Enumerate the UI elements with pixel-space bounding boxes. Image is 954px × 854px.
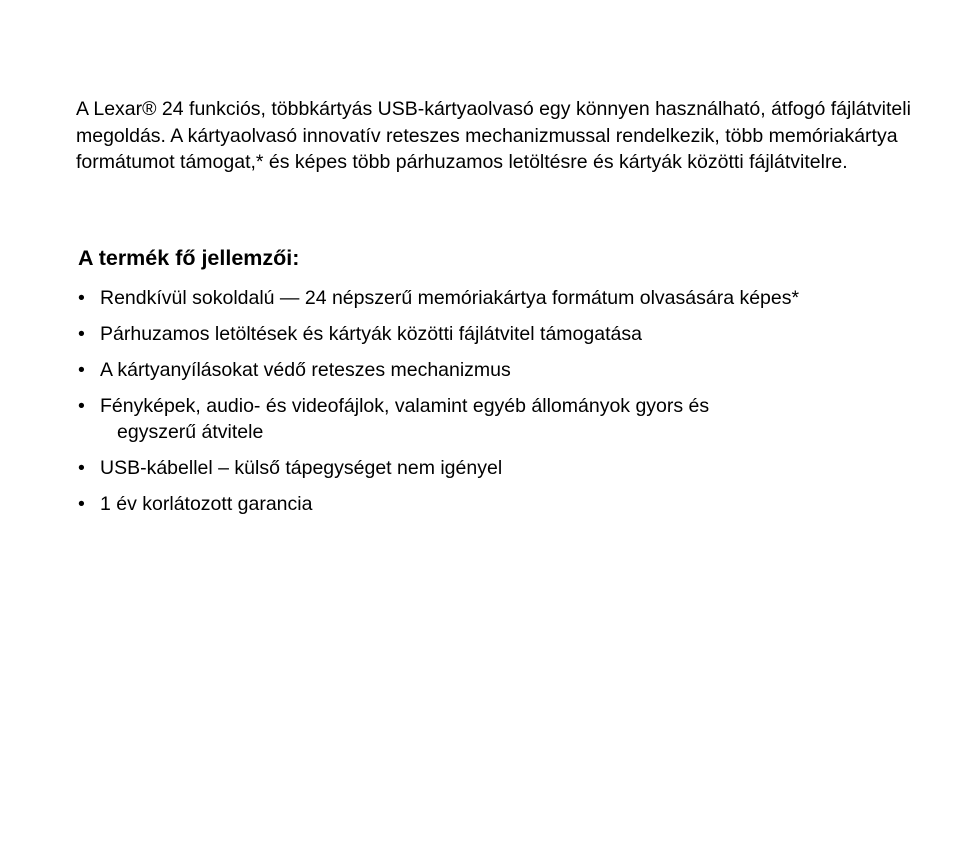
feature-text: A kártyanyílásokat védő reteszes mechanizmus — [100, 359, 511, 381]
list-item — [76, 285, 926, 311]
list-item — [76, 491, 926, 517]
feature-text-line: Fényképek, audio- és videofájlok, valamint egyéb állományok gyors és — [100, 395, 710, 417]
list-item — [76, 393, 926, 445]
feature-text: 1 év korlátozott garancia — [100, 493, 313, 515]
feature-text: USB-kábellel – külső tápegységet nem igényel — [100, 457, 503, 479]
list-item — [76, 357, 926, 383]
feature-list — [76, 285, 926, 527]
feature-text — [100, 395, 926, 445]
bullet-icon: • — [78, 287, 85, 309]
list-item — [76, 455, 926, 481]
feature-text-continuation: egyszerű átvitele — [117, 421, 264, 443]
list-item — [76, 321, 926, 347]
feature-text: Rendkívül sokoldalú — 24 népszerű memóriakártya formátum olvasására képes* — [100, 287, 800, 309]
bullet-icon: • — [78, 323, 85, 345]
bullet-icon: • — [78, 457, 85, 479]
bullet-icon: • — [78, 395, 85, 417]
bullet-icon: • — [78, 493, 85, 515]
features-heading: A termék fő jellemzői: — [78, 246, 300, 270]
intro-paragraph: A Lexar® 24 funkciós, többkártyás USB-kártyaolvasó egy könnyen használható, átfogó fájlátviteli megoldás. A kártyaolvasó innovatív reteszes mechanizmussal rendelkezik, több memóriakártya formátumot támogat,* és képes több párhuzamos letöltésre és kártyák közötti fájlátvitelre. — [76, 98, 911, 173]
bullet-icon: • — [78, 359, 85, 381]
feature-text: Párhuzamos letöltések és kártyák közötti fájlátvitel támogatása — [100, 323, 642, 345]
